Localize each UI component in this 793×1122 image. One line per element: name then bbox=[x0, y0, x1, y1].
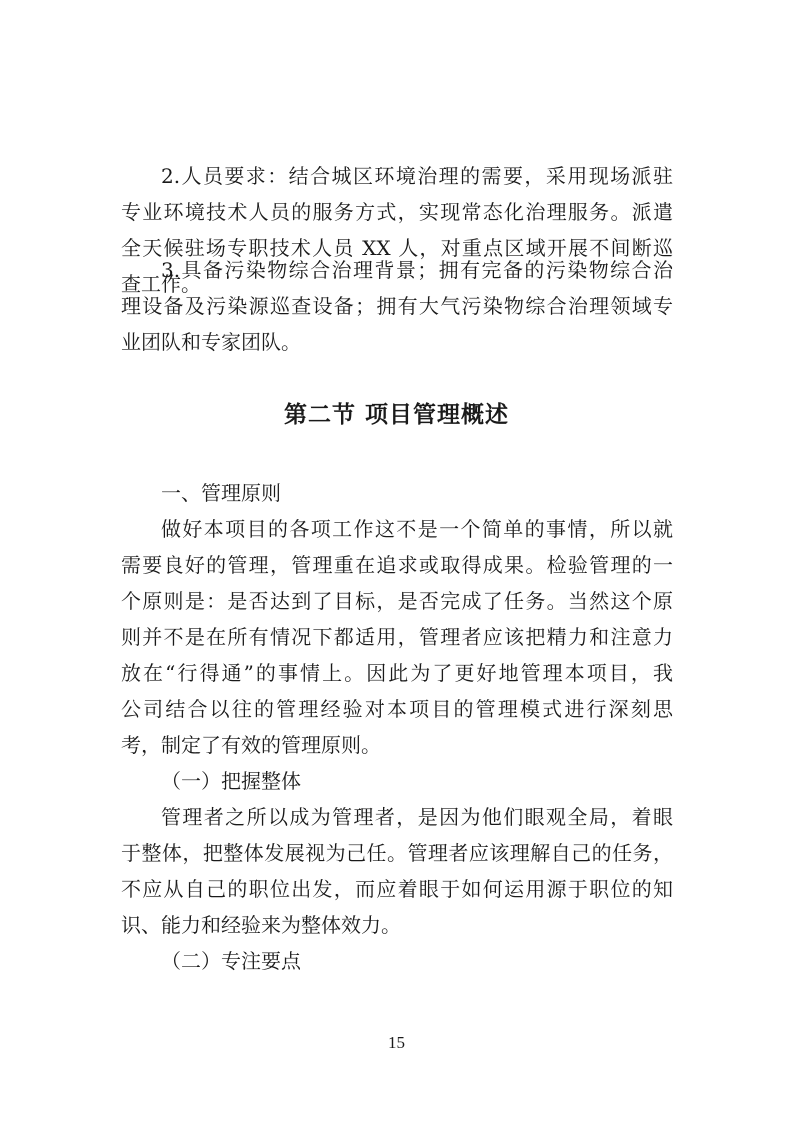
paragraph-line: 业团队和专家团队。 bbox=[121, 330, 301, 354]
paragraph-line: 做好本项目的各项工作这不是一个简单的事情，所以就 bbox=[161, 517, 673, 541]
paragraph-line: 需要良好的管理，管理重在追求或取得成果。检验管理的一 bbox=[121, 553, 673, 577]
subheading: 一、管理原则 bbox=[161, 481, 281, 505]
paragraph-line: 全天候驻场专职技术人员 XX 人，对重点区域开展不间断巡 bbox=[121, 236, 673, 260]
subheading: （一）把握整体 bbox=[161, 769, 301, 793]
subheading: （二）专注要点 bbox=[161, 949, 301, 973]
paragraph-line: 管理者之所以成为管理者，是因为他们眼观全局，着眼 bbox=[161, 805, 673, 829]
page-number: 15 bbox=[388, 1033, 405, 1052]
paragraph-line: 2.人员要求：结合城区环境治理的需要，采用现场派驻 bbox=[161, 164, 673, 188]
paragraph-line: 于整体，把整体发展视为己任。管理者应该理解自己的任务， bbox=[121, 841, 673, 865]
paragraph-line: 查工作。 bbox=[121, 272, 201, 296]
paragraph-line: 专业环境技术人员的服务方式，实现常态化治理服务。派遣 bbox=[121, 200, 673, 224]
paragraph-line: 识、能力和经验来为整体效力。 bbox=[121, 913, 401, 937]
paragraph-line: 则并不是在所有情况下都适用，管理者应该把精力和注意力 bbox=[121, 625, 673, 649]
paragraph-line: 不应从自己的职位出发，而应着眼于如何运用源于职位的知 bbox=[121, 877, 673, 901]
paragraph-line: 放在“行得通”的事情上。因此为了更好地管理本项目，我 bbox=[121, 661, 673, 685]
paragraph-line: 个原则是：是否达到了目标，是否完成了任务。当然这个原 bbox=[121, 589, 673, 613]
section-heading: 第二节 项目管理概述 bbox=[283, 402, 509, 428]
paragraph-line: 3.具备污染物综合治理背景；拥有完备的污染物综合治 bbox=[161, 258, 673, 282]
paragraph-line: 考，制定了有效的管理原则。 bbox=[121, 733, 381, 757]
paragraph-line: 公司结合以往的管理经验对本项目的管理模式进行深刻思 bbox=[121, 697, 673, 721]
paragraph-line: 理设备及污染源巡查设备；拥有大气污染物综合治理领域专 bbox=[121, 294, 673, 318]
